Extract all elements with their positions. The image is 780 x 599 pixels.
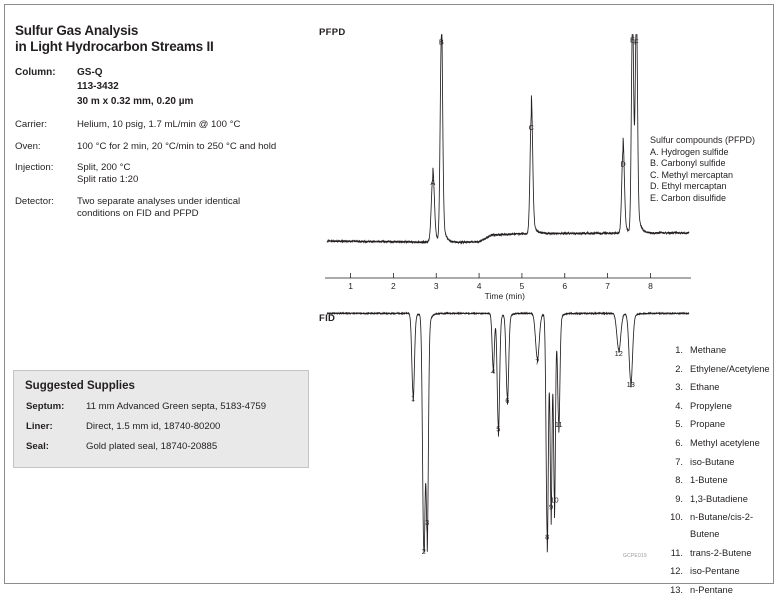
sulfur-legend-item: E. Carbon disulfide [650, 192, 727, 203]
fid-peak-name: 1,3-Butadiene [690, 493, 748, 504]
parameter-row-oven [15, 141, 310, 162]
svg-text:F: F [634, 37, 639, 47]
fid-peak-row [665, 562, 773, 581]
pfpd-chromatogram [317, 25, 697, 301]
svg-text:2: 2 [391, 281, 396, 291]
fid-peak-name: n-Pentane [690, 584, 733, 595]
svg-text:E: E [629, 35, 635, 45]
svg-text:6: 6 [505, 395, 510, 405]
liner-value: Direct, 1.5 mm id, 18740-80200 [86, 421, 221, 432]
title-line-1: Sulfur Gas Analysis [15, 23, 139, 38]
pfpd-panel-label: PFPD [319, 27, 346, 38]
fid-peak-name: Ethane [690, 382, 720, 393]
column-dims-spacer [15, 96, 77, 119]
fid-peak-number: 4. [675, 400, 683, 411]
supplies-row [25, 420, 267, 440]
column-name: GS-Q [77, 67, 103, 78]
svg-text:3: 3 [425, 518, 430, 528]
fid-peak-row [665, 434, 773, 453]
parameter-row-column-part [15, 81, 310, 95]
fid-peak-name: n-Butane/cis-2-Butene [690, 512, 754, 539]
fid-peak-number: 8. [675, 475, 683, 486]
sulfur-legend-item: D. Ethyl mercaptan [650, 181, 727, 192]
svg-text:13: 13 [626, 380, 635, 390]
svg-text:9: 9 [548, 502, 554, 512]
fid-peak-number: 6. [675, 437, 683, 448]
svg-text:A: A [430, 177, 436, 187]
septum-value: 11 mm Advanced Green septa, 5183-4759 [86, 401, 267, 412]
column-dimensions: 30 m x 0.32 mm, 0.20 µm [77, 95, 194, 107]
svg-text:7: 7 [605, 281, 610, 291]
fid-peak-row [665, 397, 773, 416]
injection-value [77, 162, 310, 196]
injection-label: Injection: [15, 162, 54, 174]
fid-peak-row [665, 508, 773, 543]
fid-peak-row [665, 453, 773, 472]
fid-peak-name: Propane [690, 419, 726, 430]
fid-peak-row [665, 544, 773, 563]
oven-value: 100 °C for 2 min, 20 °C/min to 250 °C and hold [77, 140, 277, 152]
fid-peak-number: 3. [675, 382, 683, 393]
fid-peak-number: 5. [675, 419, 683, 430]
suggested-supplies-box [13, 370, 309, 468]
detector-value-2: conditions on FID and PFPD [77, 208, 199, 220]
injection-value-2: Split ratio 1:20 [77, 174, 139, 186]
parameter-row-column-dims [15, 96, 310, 119]
column-part: 113-3432 [77, 81, 119, 93]
parameter-row-carrier [15, 119, 310, 140]
svg-text:Time (min): Time (min) [484, 291, 525, 301]
fid-peak-row [665, 581, 773, 599]
sulfur-legend-item: C. Methyl mercaptan [650, 169, 734, 180]
fid-peak-number: 9. [675, 493, 683, 504]
parameters-table [15, 67, 310, 230]
svg-text:D: D [620, 159, 626, 169]
figure-code: GCPE019 [623, 553, 647, 559]
fid-peak-name: Methyl acetylene [690, 437, 760, 448]
fid-peak-name: Ethylene/Acetylene [690, 363, 770, 374]
svg-text:8: 8 [545, 532, 550, 542]
svg-text:5: 5 [519, 281, 525, 291]
fid-peak-row [665, 415, 773, 434]
fid-panel-label: FID [319, 313, 336, 324]
supplies-table [25, 400, 267, 460]
oven-label: Oven: [15, 140, 41, 152]
supplies-row [25, 440, 267, 460]
column-part-spacer [15, 81, 77, 95]
detector-label: Detector: [15, 195, 54, 207]
fid-plot [317, 301, 697, 563]
fid-peak-number: 7. [675, 456, 683, 467]
parameter-row-detector [15, 196, 310, 230]
method-parameters-block [15, 23, 310, 230]
supplies-row [25, 400, 267, 420]
svg-text:11: 11 [554, 419, 563, 429]
supplies-heading: Suggested Supplies [25, 380, 135, 392]
sulfur-legend-item: B. Carbonyl sulfide [650, 158, 726, 169]
svg-text:4: 4 [491, 367, 496, 376]
fid-peak-row [665, 490, 773, 509]
fid-peak-number: 11. [670, 547, 683, 558]
svg-text:8: 8 [648, 281, 653, 291]
title-line-2: in Light Hydrocarbon Streams II [15, 39, 214, 54]
fid-peak-name: Propylene [690, 400, 732, 411]
fid-peak-name: trans-2-Butene [690, 547, 752, 558]
fid-peak-table [665, 341, 773, 599]
fid-peak-legend [665, 341, 773, 599]
fid-peak-number: 2. [675, 363, 683, 374]
fid-peak-number: 10. [670, 512, 683, 523]
figure-page [4, 4, 774, 595]
svg-text:3: 3 [433, 281, 439, 291]
carrier-value: Helium, 10 psig, 1.7 mL/min @ 100 °C [77, 119, 241, 131]
svg-text:7: 7 [535, 357, 540, 367]
parameter-row-injection [15, 162, 310, 196]
svg-text:5: 5 [496, 424, 501, 434]
fid-peak-name: iso-Pentane [690, 566, 740, 577]
detector-value [77, 196, 310, 230]
svg-text:2: 2 [421, 547, 426, 556]
fid-chromatogram [317, 301, 697, 563]
detector-value-1: Two separate analyses under identical [77, 195, 241, 207]
fid-peak-name: 1-Butene [690, 475, 728, 486]
svg-text:1: 1 [348, 281, 353, 291]
column-label: Column: [15, 67, 56, 78]
fid-peak-row [665, 471, 773, 490]
parameter-row-column [15, 67, 310, 81]
svg-text:10: 10 [550, 495, 559, 505]
svg-text:12: 12 [614, 349, 623, 358]
pfpd-plot [317, 25, 697, 301]
sulfur-legend-item: A. Hydrogen sulfide [650, 146, 729, 157]
svg-text:B: B [438, 37, 444, 47]
fid-peak-name: iso-Butane [690, 456, 735, 467]
fid-peak-number: 13. [670, 584, 683, 595]
seal-label: Seal: [26, 441, 49, 452]
fid-peak-name: Methane [690, 345, 727, 355]
liner-label: Liner: [26, 421, 53, 432]
fid-peak-row [665, 378, 773, 397]
fid-peak-number: 1. [675, 345, 683, 355]
svg-text:6: 6 [562, 281, 568, 291]
fid-peak-row [665, 341, 773, 360]
svg-text:1: 1 [411, 393, 416, 403]
svg-text:C: C [528, 123, 535, 133]
seal-value: Gold plated seal, 18740-20885 [86, 441, 218, 452]
page-title [15, 23, 310, 55]
sulfur-compounds-legend [650, 135, 755, 205]
fid-peak-number: 12. [670, 566, 683, 577]
injection-value-1: Split, 200 °C [77, 162, 131, 174]
septum-label: Septum: [26, 401, 65, 412]
svg-text:4: 4 [476, 281, 482, 291]
fid-peak-row [665, 360, 773, 379]
sulfur-legend-heading: Sulfur compounds (PFPD) [650, 135, 756, 145]
carrier-label: Carrier: [15, 119, 47, 131]
